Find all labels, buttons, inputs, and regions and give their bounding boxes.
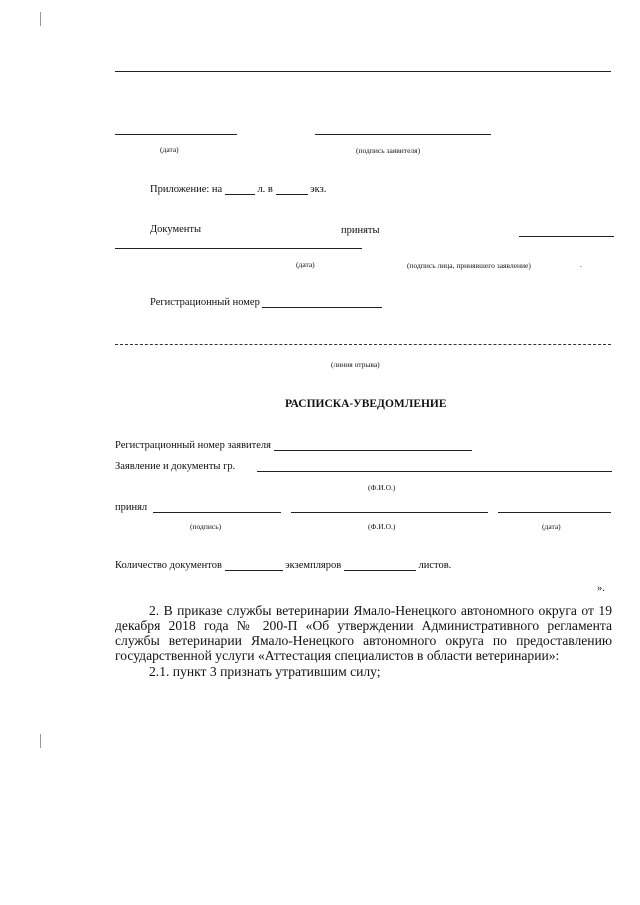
- accepted-date-field: [498, 512, 611, 513]
- copies-count-field[interactable]: [276, 184, 308, 195]
- fio-caption: (Ф.И.О.): [368, 483, 396, 492]
- sheets-count-field[interactable]: [225, 184, 255, 195]
- tear-line-caption: (линия отрыва): [331, 360, 380, 369]
- attachment-line: [150, 184, 326, 195]
- attachment-copies: экз.: [310, 184, 327, 195]
- amendment-paragraph: 2. В приказе службы ветеринарии Ямало-Ненецкого автономного округа от 19 декабря 2018 года № 200-П «Об утверждении Административного регламента службы ветеринарии Ямало-Ненецкого автономного округа по предоставлению государственной услуги «Аттестация специалистов в области ветеринарии»:: [115, 603, 612, 663]
- applicant-reg-number-label: Регистрационный номер заявителя: [115, 440, 271, 451]
- applicant-reg-number-field[interactable]: [274, 440, 472, 451]
- accepted-label: приняты: [341, 225, 380, 236]
- copies-label: экземпляров: [285, 560, 342, 571]
- sheets-field[interactable]: [344, 560, 416, 571]
- accepted-date-line: [115, 248, 362, 249]
- accepted-by-label: принял: [115, 502, 148, 513]
- accepted-signature-field: [153, 512, 281, 513]
- fio-caption-2: (Ф.И.О.): [368, 522, 396, 531]
- date-caption: (дата): [160, 145, 179, 154]
- doc-count-row: [115, 560, 451, 571]
- registration-number-field[interactable]: [262, 297, 382, 308]
- top-rule: [115, 71, 611, 72]
- applicant-reg-number-row: [115, 440, 472, 451]
- attachment-prefix: Приложение: на: [150, 184, 223, 195]
- scan-mark: [40, 12, 41, 26]
- scan-mark: [40, 734, 41, 748]
- applicant-signature-caption: (подпись заявителя): [356, 146, 421, 155]
- receipt-title: РАСПИСКА-УВЕДОМЛЕНИЕ: [285, 398, 447, 410]
- applicant-name-line: [257, 471, 612, 472]
- documents-label: Документы: [150, 224, 202, 235]
- receiver-signature-caption: (подпись лица, принявшего заявление): [407, 261, 531, 270]
- signature-caption: (подпись): [190, 522, 222, 531]
- attachment-sheets: л. в: [257, 184, 273, 195]
- registration-number-row: [150, 297, 382, 308]
- tear-line: [115, 344, 611, 345]
- accepted-name-field: [291, 512, 488, 513]
- application-docs-label: Заявление и документы гр.: [115, 461, 236, 472]
- doc-count-field[interactable]: [225, 560, 283, 571]
- sheets-label: листов.: [418, 560, 452, 571]
- doc-count-label: Количество документов: [115, 560, 222, 571]
- date-caption-2: (дата): [296, 260, 315, 269]
- date-line: [115, 134, 237, 135]
- amendment-item: 2.1. пункт 3 признать утратившим силу;: [149, 664, 381, 679]
- applicant-signature-line: [315, 134, 491, 135]
- receipt-date-caption: (дата): [542, 522, 561, 531]
- period-mark: .: [580, 260, 582, 269]
- closing-quote: ».: [597, 583, 605, 594]
- registration-number-label: Регистрационный номер: [150, 297, 260, 308]
- accepted-signature-line: [519, 236, 614, 237]
